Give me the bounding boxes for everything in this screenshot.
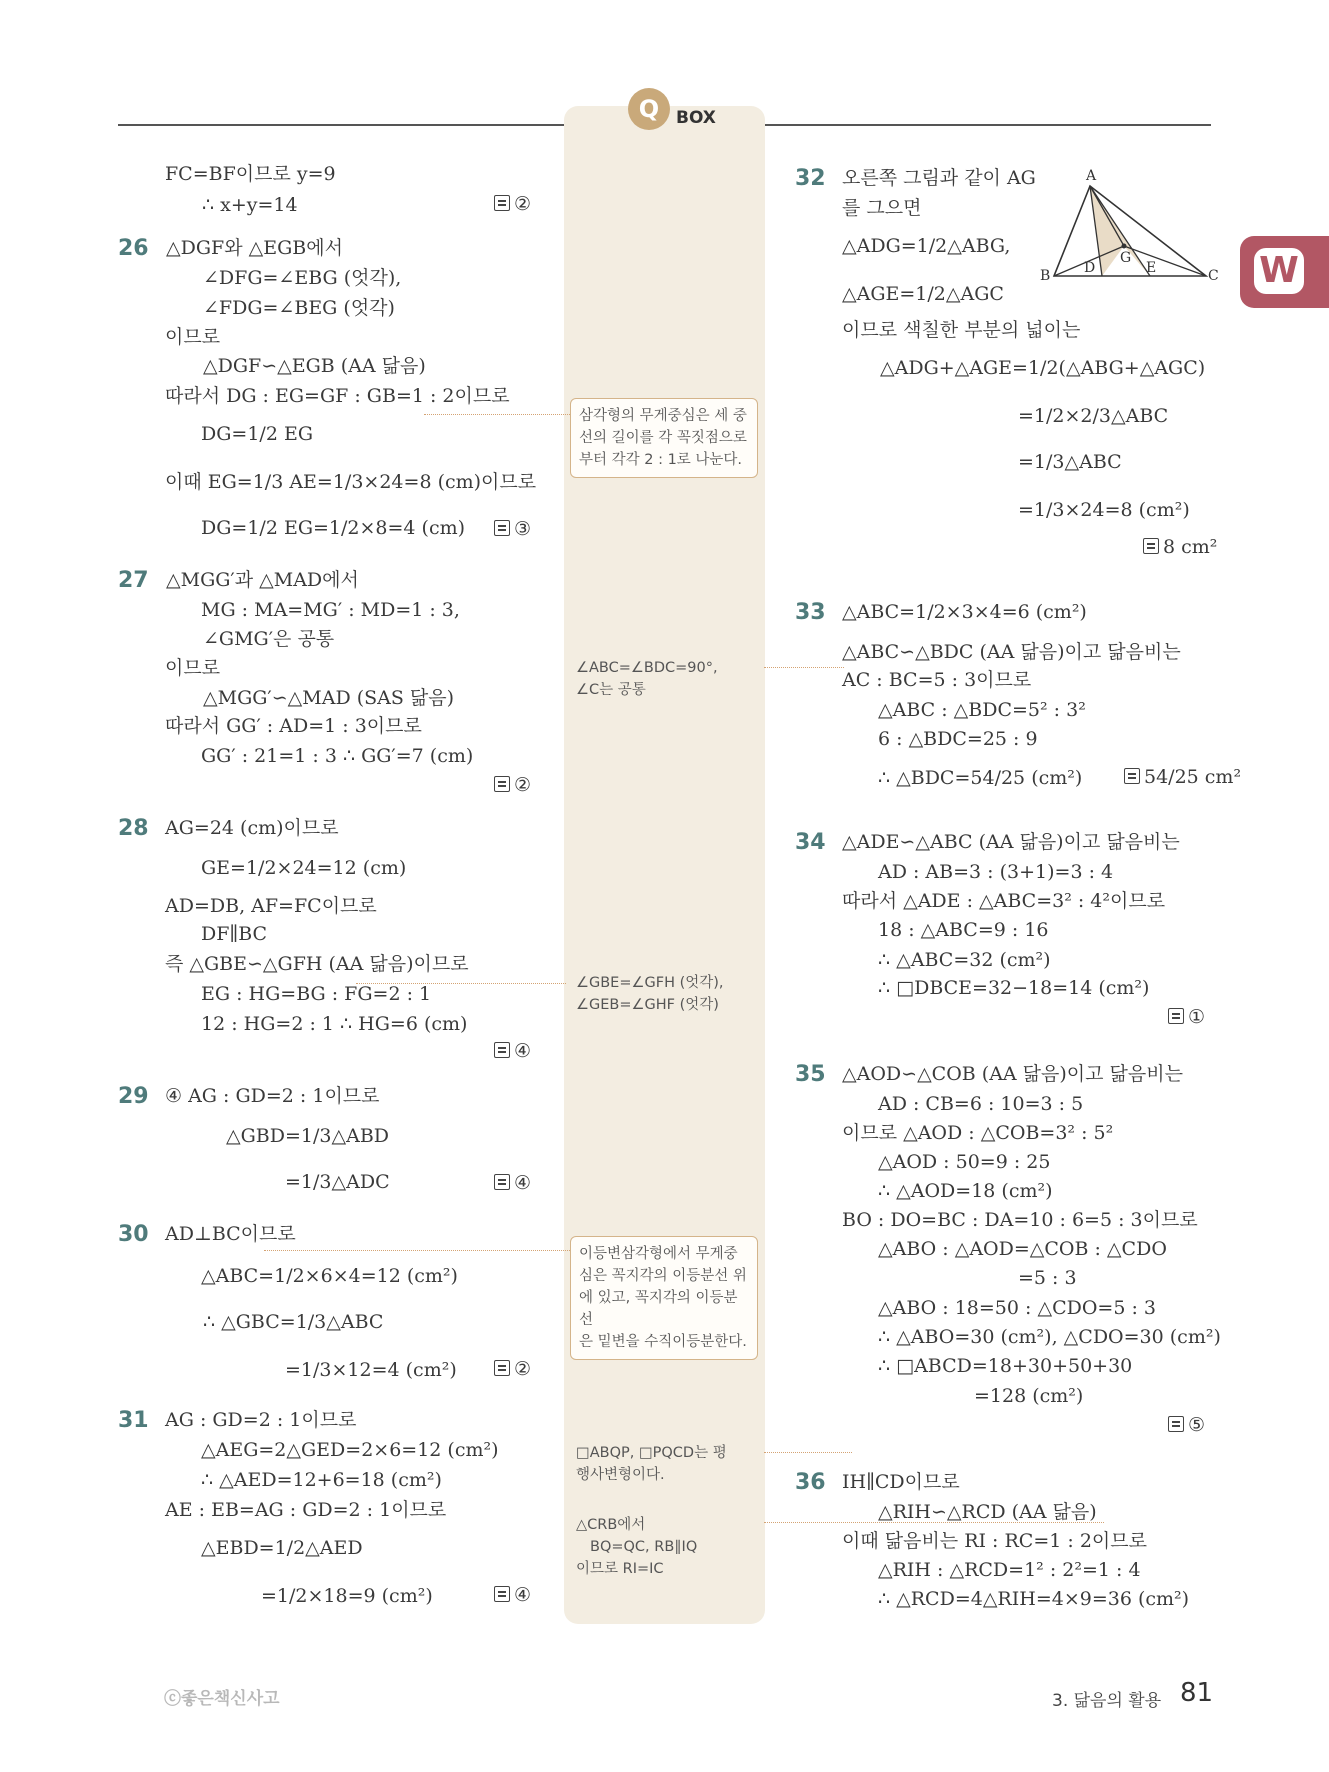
text-line: MG : MA=MG′ : MD=1 : 3,: [201, 599, 460, 621]
text-line: △AOD : 50=9 : 25: [878, 1151, 1051, 1173]
text-line: ∴ △AOD=18 (cm²): [878, 1180, 1053, 1202]
text-line: △EBD=1/2△AED: [201, 1537, 363, 1559]
text-line: GE=1/2×24=12 (cm): [201, 857, 407, 879]
text-line: ∴ x+y=14: [202, 194, 298, 216]
answer-mark: ⑤: [1168, 1414, 1205, 1436]
note-line: ∠GBE=∠GFH (엇각),: [576, 975, 724, 991]
text-line: 즉 △GBE∽△GFH (AA 닮음)이므로: [165, 953, 469, 975]
text-line: △RIH : △RCD=1² : 2²=1 : 4: [878, 1559, 1141, 1581]
text-line: 따라서 DG : EG=GF : GB=1 : 2이므로: [165, 385, 510, 407]
text-line: AD=DB, AF=FC이므로: [165, 895, 377, 917]
text-line: △ABO : 18=50 : △CDO=5 : 3: [878, 1297, 1156, 1319]
text-line: AC : BC=5 : 3이므로: [842, 669, 1032, 691]
answer-mark: ④: [494, 1172, 531, 1194]
problem-number: 28: [118, 816, 149, 841]
text-line: ∴ □ABCD=18+30+50+30: [878, 1355, 1133, 1377]
text-line: DF∥BC: [201, 923, 268, 945]
note-line: 행사변형이다.: [576, 1467, 665, 1483]
note-text: [576, 657, 718, 701]
text-line: 이때 닮음비는 RI : RC=1 : 2이므로: [842, 1530, 1147, 1552]
q-box-label: BOX: [676, 108, 716, 128]
note-line: 부터 각각 2 : 1로 나눈다.: [579, 452, 743, 468]
publisher-credit: ⓒ좋은책신사고: [164, 1689, 280, 1709]
text-line: △ABC∽△BDC (AA 닮음)이고 닮음비는: [842, 641, 1181, 663]
text-line: =128 (cm²): [974, 1385, 1084, 1407]
text-line: ∴ △RCD=4△RIH=4×9=36 (cm²): [878, 1588, 1190, 1610]
text-line: △DGF∽△EGB (AA 닮음): [203, 355, 426, 377]
text-line: AE : EB=AG : GD=2 : 1이므로: [165, 1499, 447, 1521]
note-line: 에 있고, 꼭지각의 이등분선: [579, 1290, 738, 1328]
text-line: ∴ △BDC=54/25 (cm²): [878, 767, 1083, 789]
text-line: AD⊥BC이므로: [165, 1223, 296, 1245]
text-line: △ADE∽△ABC (AA 닮음)이고 닮음비는: [842, 831, 1180, 853]
text-line: =1/3×12=4 (cm²): [285, 1359, 457, 1381]
vertex-label: D: [1084, 260, 1096, 276]
text-line: DG=1/2 EG: [201, 423, 313, 445]
text-line: EG : HG=BG : FG=2 : 1: [201, 983, 432, 1005]
vertex-label: G: [1120, 250, 1132, 266]
answer-mark: ②: [494, 774, 531, 796]
note-line: 이므로 RI=IC: [576, 1561, 664, 1577]
vertex-label: C: [1208, 268, 1219, 284]
problem-number: 33: [795, 600, 826, 625]
section-tab-icon: W: [1254, 248, 1304, 294]
text-line: FC=BF이므로 y=9: [165, 163, 336, 185]
text-line: IH∥CD이므로: [842, 1471, 960, 1493]
text-line: ④ AG : GD=2 : 1이므로: [165, 1085, 380, 1107]
answer-mark: ②: [494, 1358, 531, 1380]
note-line: 이등변삼각형에서 무게중: [579, 1246, 738, 1262]
text-line: =1/3△ABC: [1018, 451, 1122, 473]
text-line: △GBD=1/3△ABD: [226, 1125, 390, 1147]
text-line: AD : CB=6 : 10=3 : 5: [878, 1093, 1084, 1115]
answer-mark: 8 cm²: [1143, 536, 1217, 558]
text-line: △ABO : △AOD=△COB : △CDO: [878, 1238, 1167, 1260]
leader-line: [764, 1452, 852, 1453]
text-line: AG : GD=2 : 1이므로: [165, 1409, 357, 1431]
problem-number: 35: [795, 1062, 826, 1087]
note-line: 은 밑변을 수직이등분한다.: [579, 1334, 747, 1350]
note-line: △CRB에서: [576, 1517, 646, 1533]
text-line: DG=1/2 EG=1/2×8=4 (cm): [201, 517, 466, 539]
answer-mark: 54/25 cm²: [1124, 766, 1241, 788]
text-line: ∴ △ABC=32 (cm²): [878, 949, 1051, 971]
note-text: [576, 1514, 697, 1580]
problem-number: 31: [118, 1408, 149, 1433]
note-line: ∠GEB=∠GHF (엇각): [576, 997, 719, 1013]
header-rule-left: [118, 124, 564, 126]
text-line: =1/3×24=8 (cm²): [1018, 499, 1190, 521]
text-line: 12 : HG=2 : 1 ∴ HG=6 (cm): [201, 1013, 468, 1035]
problem-number: 36: [795, 1470, 826, 1495]
answer-icon: [494, 1360, 510, 1376]
text-line: ∴ △AED=12+6=18 (cm²): [201, 1469, 442, 1491]
answer-icon: [1168, 1416, 1184, 1432]
page-number: 81: [1180, 1678, 1214, 1708]
answer-icon: [494, 520, 510, 536]
answer-icon: [494, 195, 510, 211]
text-line: 이므로 △AOD : △COB=3² : 5²: [842, 1122, 1114, 1144]
text-line: △AGE=1/2△AGC: [842, 283, 1004, 305]
vertex-label: B: [1040, 268, 1051, 284]
text-line: △MGG′과 △MAD에서: [166, 569, 359, 591]
text-line: △ABC : △BDC=5² : 3²: [878, 699, 1086, 721]
answer-mark: ①: [1168, 1006, 1205, 1028]
answer-icon: [1124, 768, 1140, 784]
text-line: 오른쪽 그림과 같이 AG: [842, 167, 1036, 189]
text-line: ∠GMG′은 공통: [203, 628, 335, 650]
note-line: BQ=QC, RB∥IQ: [590, 1539, 698, 1555]
vertex-label: A: [1086, 168, 1097, 184]
note-line: ∠ABC=∠BDC=90°,: [576, 660, 718, 676]
text-line: △AEG=2△GED=2×6=12 (cm²): [201, 1439, 499, 1461]
answer-mark: ④: [494, 1040, 531, 1062]
section-title: 3. 닮음의 활용: [1052, 1691, 1162, 1711]
text-line: =1/2×2/3△ABC: [1018, 405, 1169, 427]
answer-mark: ④: [494, 1584, 531, 1606]
text-line: 이때 EG=1/3 AE=1/3×24=8 (cm)이므로: [165, 471, 537, 493]
answer-icon: [494, 1586, 510, 1602]
note-line: ∠C는 공통: [576, 682, 646, 698]
note-line: 심은 꼭지각의 이등분선 위: [579, 1268, 747, 1284]
vertex-label: E: [1146, 260, 1157, 276]
problem-number: 32: [795, 166, 826, 191]
text-line: AG=24 (cm)이므로: [165, 817, 339, 839]
answer-icon: [1143, 538, 1159, 554]
text-line: ∴ △GBC=1/3△ABC: [203, 1311, 384, 1333]
text-line: △ADG+△AGE=1/2(△ABG+△AGC): [880, 357, 1206, 379]
centroid-point: [1122, 244, 1127, 249]
text-line: 18 : △ABC=9 : 16: [878, 919, 1049, 941]
answer-mark: ②: [494, 193, 531, 215]
answer-icon: [494, 1174, 510, 1190]
text-line: 6 : △BDC=25 : 9: [878, 728, 1038, 750]
text-line: =5 : 3: [1018, 1267, 1077, 1289]
text-line: BO : DO=BC : DA=10 : 6=5 : 3이므로: [842, 1209, 1198, 1231]
text-line: AD : AB=3 : (3+1)=3 : 4: [878, 861, 1114, 883]
text-line: 이므로: [165, 326, 221, 348]
leader-line: [424, 414, 570, 415]
problem-number: 27: [118, 568, 149, 593]
text-line: △ABC=1/2×6×4=12 (cm²): [201, 1265, 458, 1287]
segment: [1124, 246, 1206, 276]
note-text: [576, 972, 724, 1016]
section-tab: [1240, 236, 1329, 308]
answer-icon: [494, 776, 510, 792]
text-line: 를 그으면: [842, 197, 922, 219]
note-line: 삼각형의 무게중심은 세 중: [579, 408, 747, 424]
leader-line: [356, 983, 566, 984]
note-line: 선의 길이를 각 꼭짓점으로: [579, 430, 747, 446]
answer-mark: ③: [494, 518, 531, 540]
note-box: [570, 1236, 758, 1360]
q-box-badge: Q: [628, 88, 670, 130]
text-line: 따라서 △ADE : △ABC=3² : 4²이므로: [842, 890, 1166, 912]
text-line: ∠FDG=∠BEG (엇각): [203, 297, 395, 319]
text-line: GG′ : 21=1 : 3 ∴ GG′=7 (cm): [201, 745, 474, 767]
leader-line: [764, 667, 844, 668]
text-line: △ADG=1/2△ABG,: [842, 235, 1011, 257]
answer-icon: [494, 1042, 510, 1058]
q-box-column: [564, 106, 765, 1624]
text-line: =1/2×18=9 (cm²): [261, 1585, 433, 1607]
header-rule-right: [765, 124, 1211, 126]
problem-number: 26: [118, 236, 149, 261]
answer-icon: [1168, 1008, 1184, 1024]
problem-number: 34: [795, 830, 826, 855]
text-line: 따라서 GG′ : AD=1 : 3이므로: [165, 715, 422, 737]
text-line: ∴ △ABO=30 (cm²), △CDO=30 (cm²): [878, 1326, 1221, 1348]
text-line: △ABC=1/2×3×4=6 (cm²): [842, 601, 1087, 623]
text-line: △RIH∽△RCD (AA 닮음): [878, 1501, 1097, 1523]
problem-number: 30: [118, 1222, 149, 1247]
text-line: ∠DFG=∠EBG (엇각),: [203, 267, 402, 289]
text-line: △DGF와 △EGB에서: [166, 237, 343, 259]
text-line: =1/3△ADC: [285, 1171, 390, 1193]
text-line: 이므로: [165, 657, 221, 679]
note-line: □ABQP, □PQCD는 평: [576, 1445, 727, 1461]
problem-number: 29: [118, 1084, 149, 1109]
text-line: 이므로 색칠한 부분의 넓이는: [842, 319, 1081, 341]
text-line: ∴ □DBCE=32−18=14 (cm²): [878, 977, 1150, 999]
triangle-figure: [1036, 164, 1219, 284]
leader-line: [264, 1250, 570, 1251]
text-line: △AOD∽△COB (AA 닮음)이고 닮음비는: [842, 1063, 1183, 1085]
note-text: [576, 1442, 727, 1486]
text-line: △MGG′∽△MAD (SAS 닮음): [203, 687, 455, 709]
note-box: [570, 398, 758, 478]
